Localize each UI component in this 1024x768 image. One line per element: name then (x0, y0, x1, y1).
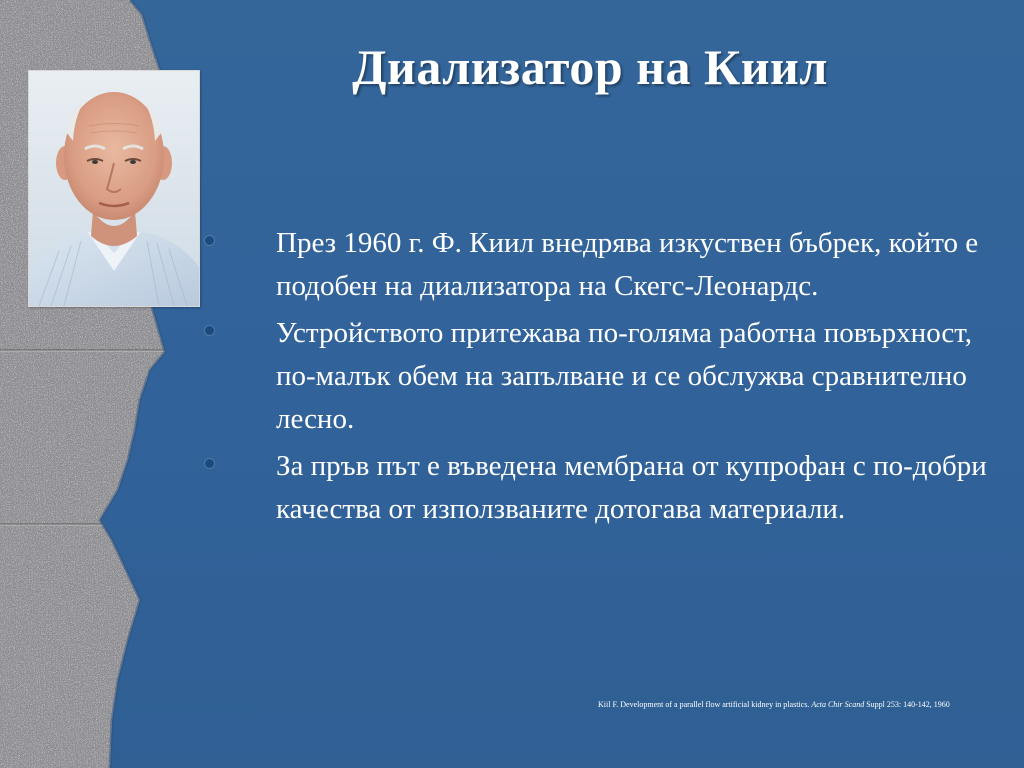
portrait-photo (28, 70, 200, 307)
bullet-item (205, 312, 995, 441)
bullet-list (205, 222, 995, 531)
bullet-text: За пръв път е въведена мембрана от купрофан с по-добри качества от използваните дотогава материали. (276, 450, 987, 525)
citation-suffix: Suppl 253: 140-142, 1960 (866, 700, 950, 709)
citation-journal: Acta Chir Scand (811, 700, 865, 709)
bullet-dot-icon (205, 236, 214, 245)
bullet-item (205, 445, 995, 531)
bullet-dot-icon (205, 459, 214, 468)
bullet-text: През 1960 г. Ф. Киил внедрява изкуствен бъбрек, който е подобен на диализатора на Скегс-Леонардс. (276, 227, 979, 302)
bullet-dot-icon (205, 326, 214, 335)
slide-title: Диализатор на Киил (352, 39, 828, 95)
bullet-text: Устройството притежава по-голяма работна повърхност, по-малък обем на запълване и се обслужва сравнително лесно. (276, 317, 973, 435)
bullet-item (205, 222, 995, 308)
citation-prefix: Kiil F. Development of a parallel flow artificial kidney in plastics. (598, 700, 810, 709)
citation (598, 700, 950, 709)
